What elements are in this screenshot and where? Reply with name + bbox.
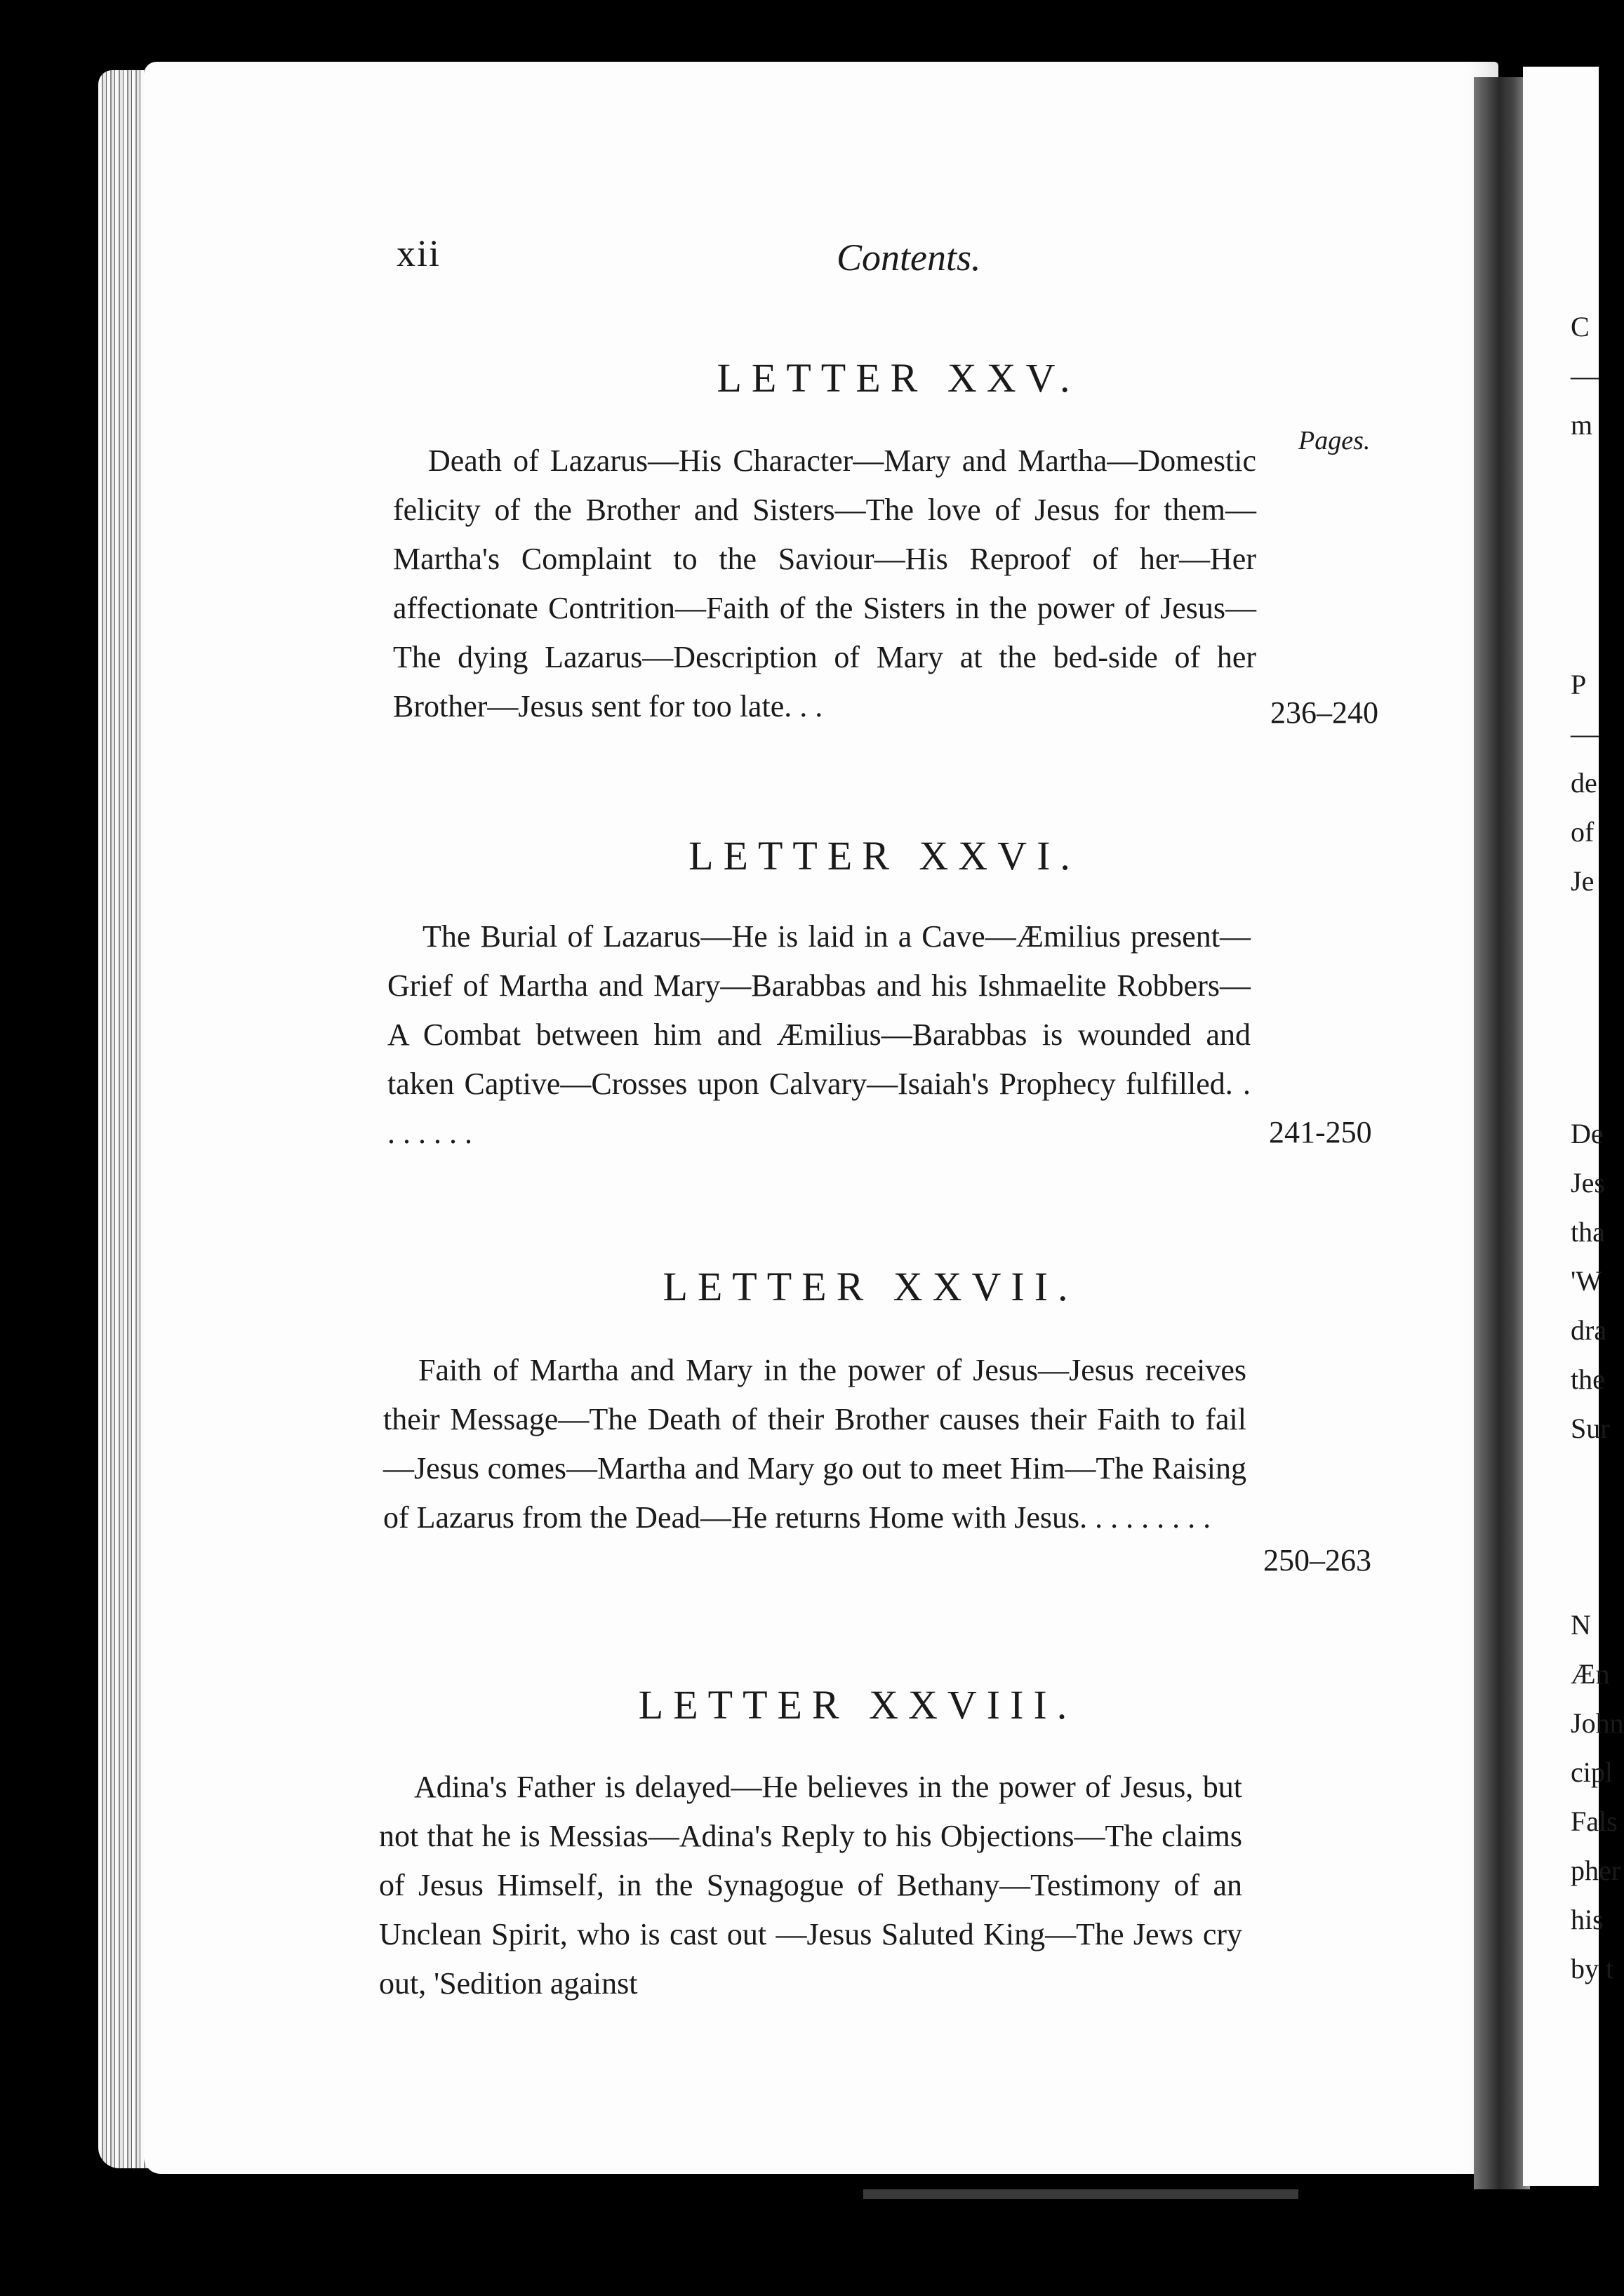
letter-summary: The Burial of Lazarus—He is laid in a Cave—Æmilius present—Grief of Martha and Mary—Barabbas and his Ishmaelite Robbers—A Combat between him and Æmilius—Barabbas is wounded and taken Captive—Crosses upon Calvary—Isaiah's Prophecy fulfilled. . . . . . . . xyxy=(387,919,1251,1150)
page-range: 241-250 xyxy=(1269,1115,1372,1149)
facing-text-fragment: John xyxy=(1571,1707,1624,1739)
facing-text-fragment: Fals xyxy=(1571,1806,1618,1837)
facing-text-fragment: by t xyxy=(1571,1953,1614,1984)
running-title: Contents. xyxy=(837,236,981,279)
facing-text-fragment: C xyxy=(1571,311,1590,342)
facing-text-fragment: de xyxy=(1571,767,1597,799)
facing-text-fragment: dra xyxy=(1571,1314,1607,1346)
facing-text-fragment: tha xyxy=(1571,1216,1605,1248)
letter-summary: Adina's Father is delayed—He believes in the power of Jesus, but not that he is Messias—Adina's Reply to his Objections—The claims of Jesus Himself, in the Synagogue of Bethany—Testimony of an Unclean Spirit, who is cast out —Jesus Saluted King—The Jews cry out, 'Sedition against xyxy=(379,1770,1242,2001)
letter-heading: LETTER XXVI. xyxy=(688,833,1080,879)
facing-text-fragment: pher xyxy=(1571,1855,1621,1886)
facing-text-fragment: De xyxy=(1571,1118,1604,1149)
letter-summary: Death of Lazarus—His Character—Mary and Martha—Domestic felicity of the Brother and Sisters—The love of Jesus for them—Martha's Complaint to the Saviour—His Reproof of her—Her affectionate Contrition—Faith of the Sisters in the power of Jesus—The dying Lazarus—Description of Mary at the bed-side of her Brother—Jesus sent for too late. . . xyxy=(393,443,1256,723)
pages-column-label: Pages. xyxy=(1298,426,1371,455)
book-gutter xyxy=(1474,77,1530,2189)
facing-text-fragment: cipl xyxy=(1571,1756,1613,1788)
letter-heading: LETTER XXVIII. xyxy=(638,1682,1077,1728)
letter-summary: Faith of Martha and Mary in the power of Jesus—Jesus receives their Message—The Death of their Brother causes their Faith to fail—Jesus comes—Martha and Mary go out to meet Him—The Raising of Lazarus from the Dead—He returns Home with Jesus. . . . . . . . . xyxy=(383,1353,1246,1535)
facing-text-fragment: N xyxy=(1571,1609,1591,1641)
letter-heading: LETTER XXVII. xyxy=(663,1264,1078,1309)
facing-text-fragment: the xyxy=(1571,1363,1605,1395)
page-bottom-edge xyxy=(863,2189,1298,2199)
facing-text-fragment: Je xyxy=(1571,865,1595,897)
facing-text-fragment: P xyxy=(1571,669,1587,700)
facing-text-fragment: — xyxy=(1571,718,1599,749)
facing-text-fragment: m xyxy=(1571,409,1593,441)
facing-text-fragment: of xyxy=(1571,816,1595,848)
facing-text-fragment: 'W xyxy=(1571,1265,1602,1297)
facing-text-fragment: his xyxy=(1571,1904,1604,1935)
page-range: 236–240 xyxy=(1270,695,1378,730)
facing-text-fragment: Jes xyxy=(1571,1167,1605,1199)
page-range: 250–263 xyxy=(1263,1543,1371,1577)
facing-text-fragment: — xyxy=(1571,360,1599,392)
facing-text-fragment: Sur xyxy=(1571,1413,1610,1444)
facing-text-fragment: Æn xyxy=(1571,1658,1610,1690)
page-number: xii xyxy=(397,232,441,274)
letter-heading: LETTER XXV. xyxy=(717,355,1080,401)
